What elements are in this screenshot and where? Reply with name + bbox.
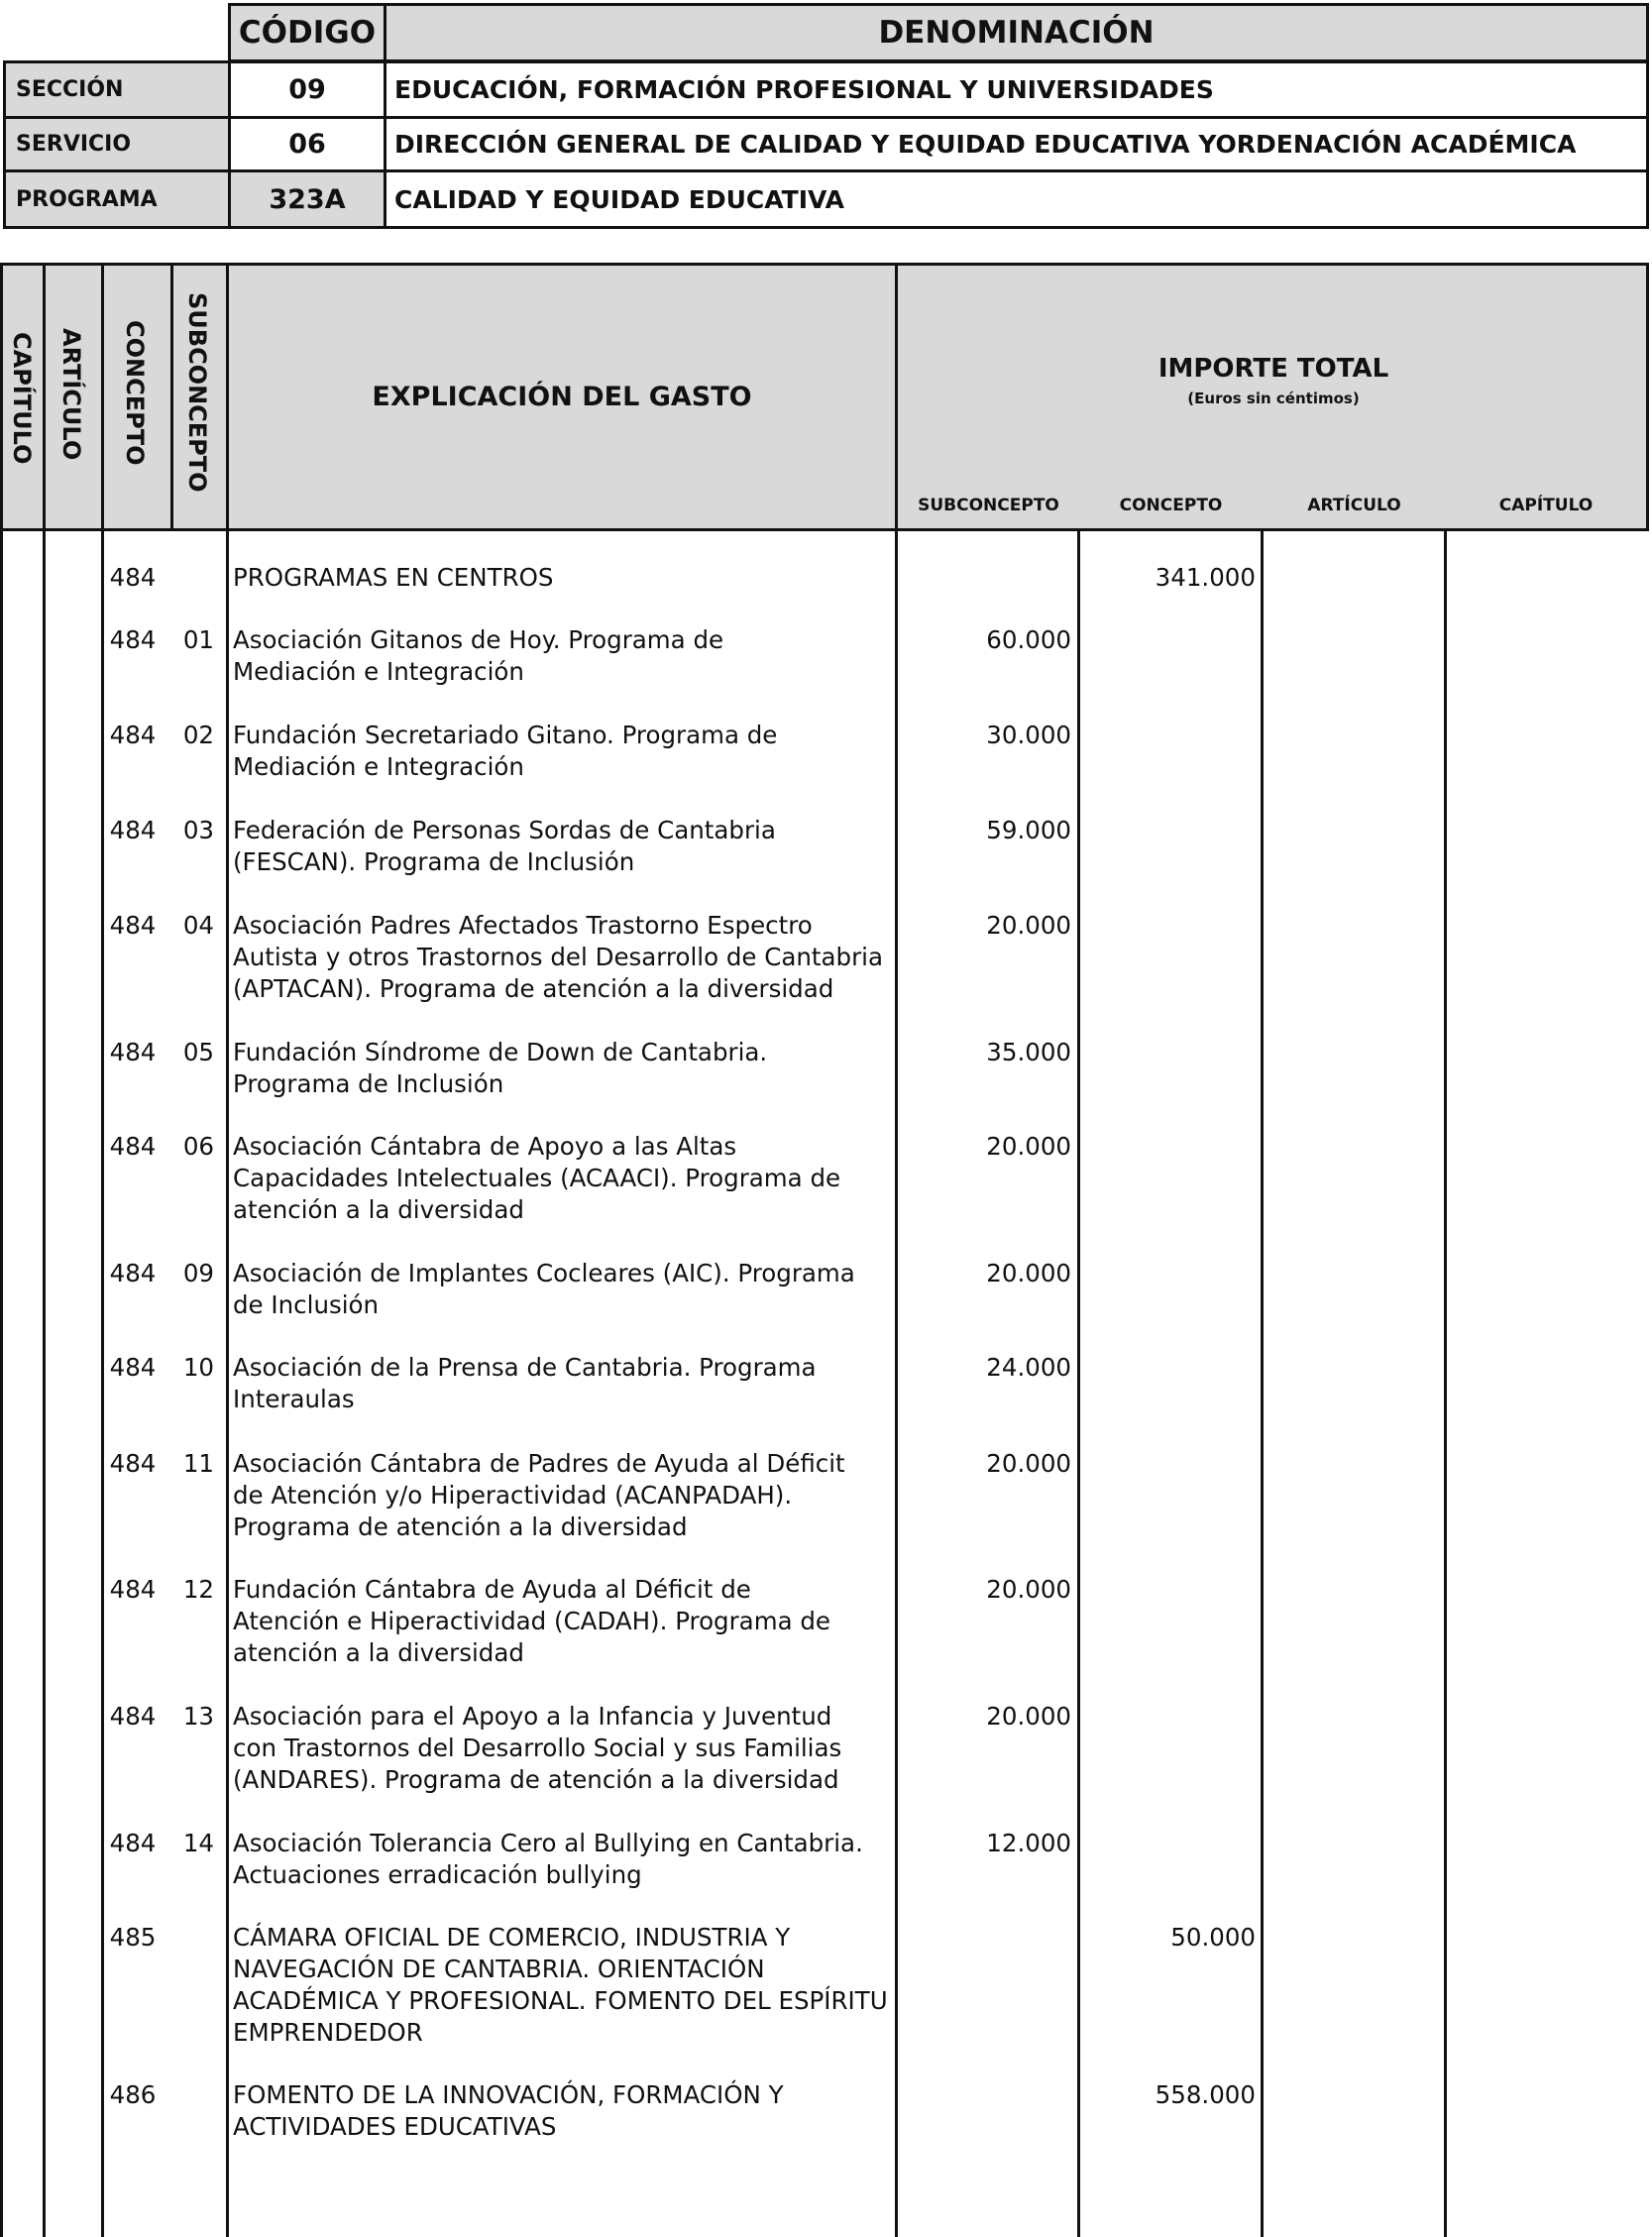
row-explicacion: Asociación Tolerancia Cero al Bullying en Cantabria. Actuaciones erradicación bullying: [233, 1829, 863, 1889]
seccion-code-cell: [228, 60, 386, 119]
programa-label-cell: [3, 169, 231, 229]
col-divider-subconcepto: [226, 263, 229, 2237]
servicio-code-cell: [228, 116, 386, 172]
col-divider-importe-concepto: [1261, 528, 1264, 2237]
row-subconcepto-amount: 20.000: [986, 1575, 1071, 1604]
row-explicacion: Asociación Padres Afectados Trastorno Espectro Autista y otros Trastornos del Desarrollo de Cantabria (APTACAN). Programa de atención a la diversidad: [233, 911, 883, 1003]
row-concepto: 485: [109, 1923, 157, 1952]
row-concepto-amount: 341.000: [1155, 563, 1256, 592]
row-concepto: 484: [109, 1702, 157, 1731]
row-subconcepto: 09: [182, 1259, 214, 1287]
col-head-concepto: CONCEPTO: [1119, 496, 1223, 515]
row-subconcepto-amount: 20.000: [986, 1449, 1071, 1478]
row-explicacion: CÁMARA OFICIAL DE COMERCIO, INDUSTRIA Y NAVEGACIÓN DE CANTABRIA. ORIENTACIÓN ACADÉMICA Y PROFESIONAL. FOMENTO DEL ESPÍRITU EMPRENDEDOR: [233, 1923, 888, 2047]
row-subconcepto-amount: 60.000: [986, 625, 1071, 654]
col-head-articulo: ARTÍCULO: [1307, 496, 1401, 515]
col-head-subconcepto: SUBCONCEPTO: [918, 496, 1059, 515]
row-explicacion: Asociación de la Prensa de Cantabria. Programa Interaulas: [233, 1353, 817, 1413]
row-concepto: 484: [109, 563, 157, 592]
row-concepto-amount: 558.000: [1155, 2080, 1256, 2109]
row-subconcepto-amount: 35.000: [986, 1038, 1071, 1066]
row-concepto: 484: [109, 1353, 157, 1382]
articulo-header: ARTÍCULO: [57, 328, 85, 461]
programa-text-cell: [384, 169, 1649, 229]
row-subconcepto-amount: 12.000: [986, 1829, 1071, 1857]
row-explicacion: Asociación de Implantes Cocleares (AIC). Programa de Inclusión: [233, 1259, 855, 1319]
capitulo-header: CAPÍTULO: [8, 332, 36, 465]
row-explicacion: Asociación para el Apoyo a la Infancia y Juventud con Trastornos del Desarrollo Social y sus Familias (ANDARES). Programa de atención a la diversidad: [233, 1702, 842, 1794]
col-divider-explicacion: [895, 263, 898, 2237]
row-explicacion: Federación de Personas Sordas de Cantabria (FESCAN). Programa de Inclusión: [233, 816, 776, 876]
importe-total-header: IMPORTE TOTAL: [1157, 354, 1389, 384]
row-explicacion: Fundación Síndrome de Down de Cantabria. Programa de Inclusión: [233, 1038, 768, 1098]
row-concepto: 484: [109, 1449, 157, 1478]
row-subconcepto: 01: [182, 625, 214, 654]
budget-table: [0, 263, 1652, 2237]
row-explicacion: Asociación Gitanos de Hoy. Programa de Mediación e Integración: [233, 625, 724, 686]
explicacion-header: EXPLICACIÓN DEL GASTO: [372, 382, 752, 412]
row-subconcepto: 04: [182, 911, 214, 940]
codigo-header: [228, 3, 386, 62]
row-explicacion: Asociación Cántabra de Apoyo a las Altas Capacidades Intelectuales (ACAACI). Programa de atención a la diversidad: [233, 1132, 841, 1224]
row-concepto: 484: [109, 625, 157, 654]
row-subconcepto: 12: [182, 1575, 214, 1604]
programa-text: CALIDAD Y EQUIDAD EDUCATIVA: [394, 184, 845, 214]
programa-code: 323A: [269, 183, 346, 215]
row-subconcepto: 05: [182, 1038, 214, 1066]
servicio-code: 06: [288, 129, 326, 160]
row-concepto-amount: 50.000: [1170, 1923, 1256, 1952]
row-subconcepto: 10: [182, 1353, 214, 1382]
header-block: [0, 0, 1652, 233]
seccion-text: EDUCACIÓN, FORMACIÓN PROFESIONAL Y UNIVERSIDADES: [394, 75, 1214, 104]
row-subconcepto-amount: 20.000: [986, 1702, 1071, 1731]
col-divider-capitulo: [43, 263, 46, 2237]
seccion-label-cell: [3, 60, 231, 119]
row-subconcepto-amount: 59.000: [986, 816, 1071, 844]
row-subconcepto: 03: [182, 816, 214, 844]
servicio-label: SERVICIO: [16, 132, 132, 157]
table-head-bottom-border: [0, 528, 1649, 531]
denominacion-label: DENOMINACIÓN: [878, 15, 1155, 51]
row-subconcepto-amount: 30.000: [986, 721, 1071, 749]
row-concepto: 484: [109, 1132, 157, 1161]
col-divider-articulo: [101, 263, 104, 2237]
row-subconcepto: 02: [182, 721, 214, 749]
seccion-text-cell: [384, 60, 1649, 119]
row-concepto: 484: [109, 1259, 157, 1287]
servicio-text: DIRECCIÓN GENERAL DE CALIDAD Y EQUIDAD EDUCATIVA YORDENACIÓN ACADÉMICA: [394, 130, 1577, 159]
row-explicacion: PROGRAMAS EN CENTROS: [233, 563, 554, 592]
row-explicacion: FOMENTO DE LA INNOVACIÓN, FORMACIÓN Y ACTIVIDADES EDUCATIVAS: [233, 2080, 784, 2141]
row-concepto: 484: [109, 1829, 157, 1857]
row-subconcepto: 11: [182, 1449, 214, 1478]
row-subconcepto: 13: [182, 1702, 214, 1731]
row-concepto: 484: [109, 816, 157, 844]
row-concepto: 484: [109, 1038, 157, 1066]
table-left-border: [0, 263, 3, 2237]
table-top-border: [0, 263, 1649, 266]
servicio-text-cell: [384, 116, 1649, 172]
row-subconcepto-amount: 20.000: [986, 1259, 1071, 1287]
seccion-label: SECCIÓN: [16, 77, 124, 102]
row-subconcepto-amount: 20.000: [986, 1132, 1071, 1161]
servicio-label-cell: [3, 116, 231, 172]
col-divider-concepto: [170, 263, 173, 530]
row-concepto: 484: [109, 911, 157, 940]
row-explicacion: Fundación Cántabra de Ayuda al Déficit de Atención e Hiperactividad (CADAH). Programa de atención a la diversidad: [233, 1575, 830, 1667]
col-divider-importe-sub: [1077, 528, 1080, 2237]
col-head-capitulo: CAPÍTULO: [1498, 496, 1594, 515]
row-explicacion: Fundación Secretariado Gitano. Programa de Mediación e Integración: [233, 721, 778, 781]
row-subconcepto: 14: [182, 1829, 214, 1857]
row-concepto: 484: [109, 1575, 157, 1604]
programa-code-cell: [228, 169, 386, 229]
row-concepto: 486: [109, 2080, 157, 2109]
concepto-header: CONCEPTO: [121, 320, 149, 466]
seccion-code: 09: [288, 74, 326, 105]
codigo-label: CÓDIGO: [238, 15, 377, 51]
programa-label: PROGRAMA: [16, 186, 158, 212]
row-subconcepto-amount: 24.000: [986, 1353, 1071, 1382]
row-subconcepto-amount: 20.000: [986, 911, 1071, 940]
subconcepto-header: SUBCONCEPTO: [183, 292, 211, 493]
row-subconcepto: 06: [182, 1132, 214, 1161]
row-explicacion: Asociación Cántabra de Padres de Ayuda al Déficit de Atención y/o Hiperactividad (ACANPADAH). Programa de atención a la diversidad: [233, 1449, 845, 1541]
importe-total-subtitle: (Euros sin céntimos): [1187, 390, 1360, 407]
denominacion-header: [384, 3, 1649, 62]
col-divider-importe-articulo: [1444, 528, 1447, 2237]
row-concepto: 484: [109, 721, 157, 749]
